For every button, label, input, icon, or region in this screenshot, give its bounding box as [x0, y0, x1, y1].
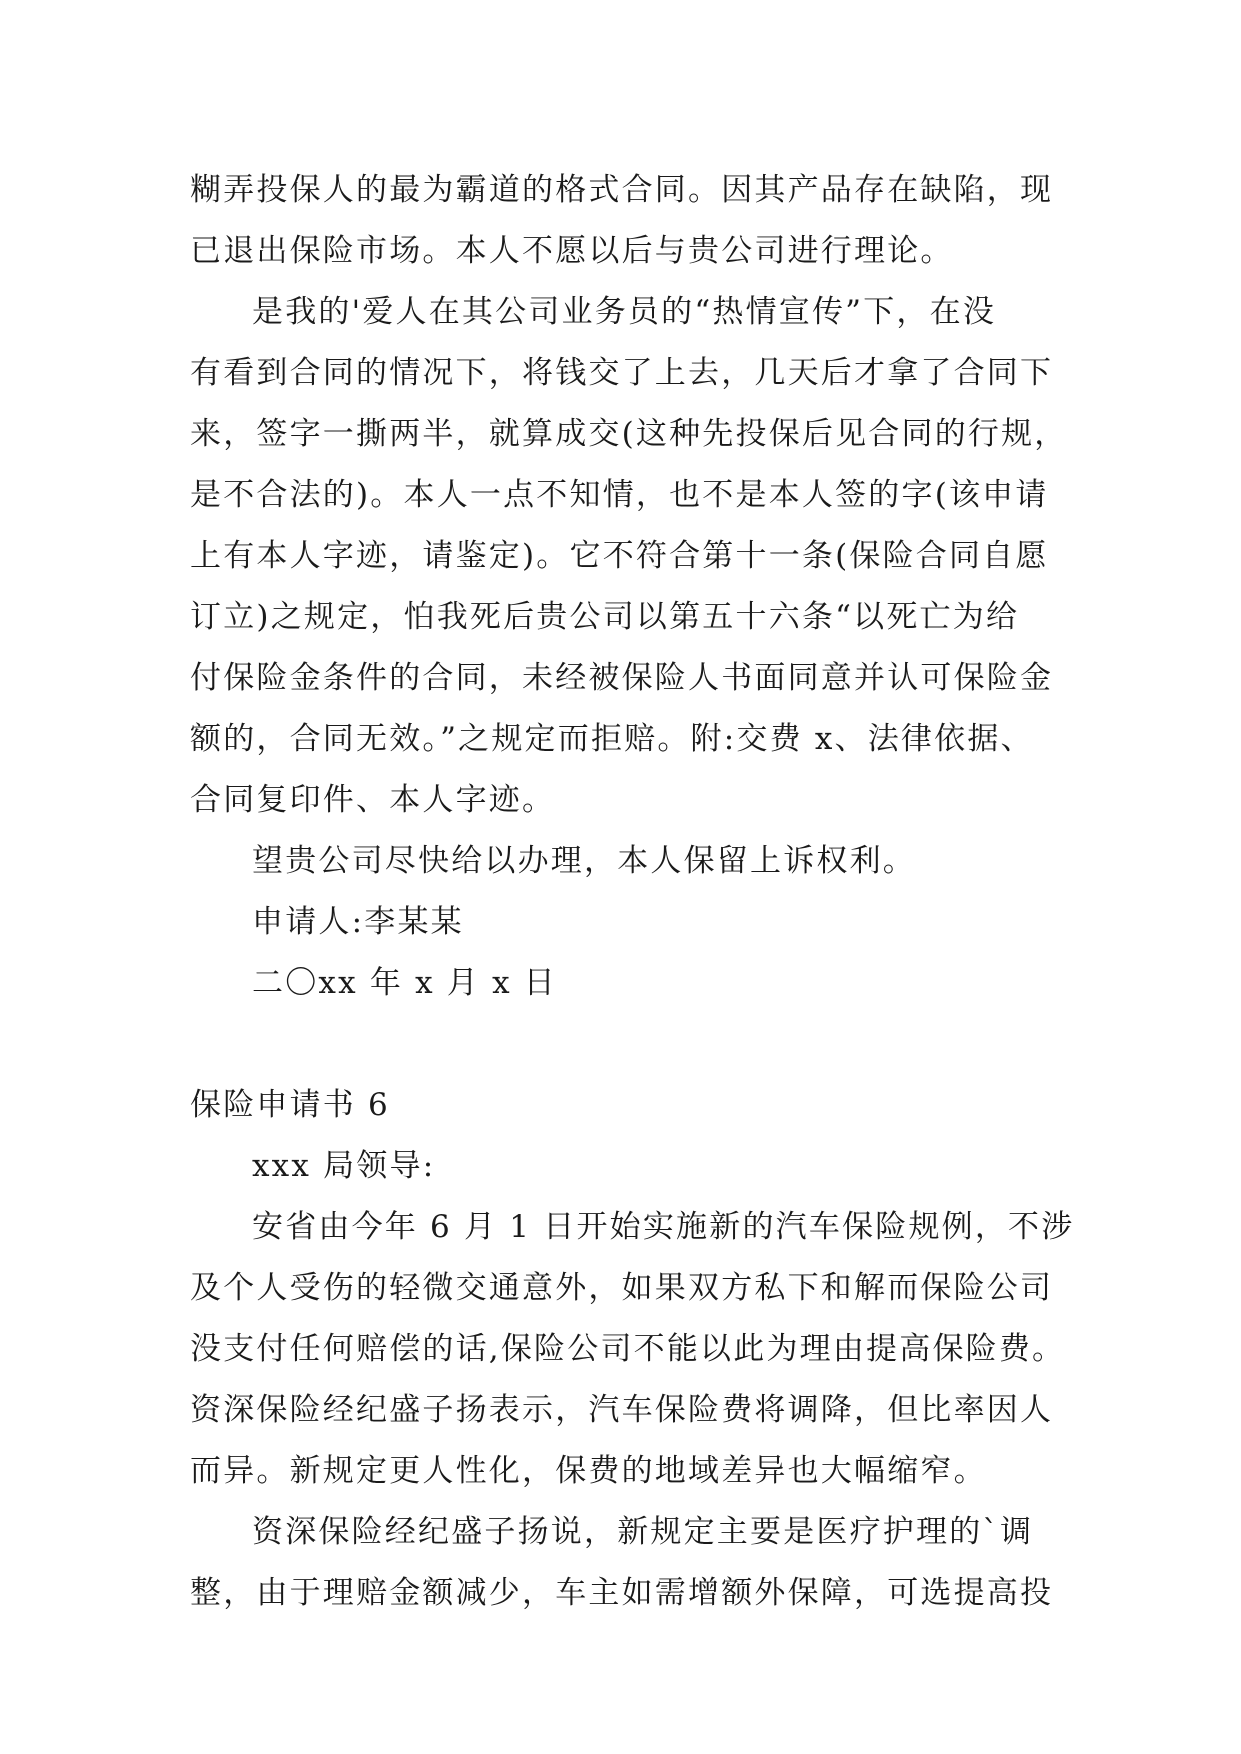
text-line: 资深保险经纪盛子扬说，新规定主要是医疗护理的`调: [252, 1514, 1034, 1550]
continuation-paragraph: [190, 160, 1054, 282]
paragraph-broker-comment: [190, 1502, 1054, 1624]
text-line: 没支付任何赔偿的话,保险公司不能以此为理由提高保险费。: [190, 1331, 1066, 1367]
document-body: [190, 160, 1075, 1624]
text-line: 整，由于理赔金额减少，车主如需增额外保障，可选提高投: [190, 1575, 1054, 1611]
text-line: 资深保险经纪盛子扬表示，汽车保险费将调降，但比率因人: [190, 1392, 1054, 1428]
text-line: 额的，合同无效。”之规定而拒赔。附:交费 x、法律依据、: [190, 721, 1034, 757]
text-line: 糊弄投保人的最为霸道的格式合同。因其产品存在缺陷，现: [190, 172, 1054, 208]
text-line: 而异。新规定更人性化，保费的地域差异也大幅缩窄。: [190, 1453, 987, 1489]
text-line: 安省由今年 6 月 1 日开始实施新的汽车保险规例，不涉: [252, 1209, 1075, 1245]
text-line: 有看到合同的情况下，将钱交了上去，几天后才拿了合同下: [190, 355, 1054, 391]
text-line: 及个人受伤的轻微交通意外，如果双方私下和解而保险公司: [190, 1270, 1054, 1306]
section-title: 保险申请书 6: [190, 1087, 390, 1123]
text-line: 来，签字一撕两半，就算成交(这种先投保后见合同的行规，: [190, 416, 1068, 452]
paragraph-complaint: [190, 282, 1068, 831]
text-line: 上有本人字迹，请鉴定)。它不符合第十一条(保险合同自愿: [190, 538, 1049, 574]
text-line: 付保险金条件的合同，未经被保险人书面同意并认可保险金: [190, 660, 1054, 696]
closing-date: 二〇xx 年 x 月 x 日: [252, 965, 558, 1001]
closing-request: 望贵公司尽快给以办理，本人保留上诉权利。: [252, 843, 916, 879]
text-line: 是我的'爱人在其公司业务员的“热情宣传”下，在没: [252, 294, 997, 330]
section-spacer: [190, 1014, 1050, 1075]
text-line: 已退出保险市场。本人不愿以后与贵公司进行理论。: [190, 233, 954, 269]
text-line: 合同复印件、本人字迹。: [190, 782, 556, 818]
salutation: xxx 局领导:: [252, 1148, 436, 1184]
text-line: 是不合法的)。本人一点不知情，也不是本人签的字(该申请: [190, 477, 1049, 513]
paragraph-insurance-rules: [190, 1197, 1075, 1502]
applicant-signature: 申请人:李某某: [252, 904, 464, 940]
text-line: 订立)之规定，怕我死后贵公司以第五十六条“以死亡为给: [190, 599, 1020, 635]
